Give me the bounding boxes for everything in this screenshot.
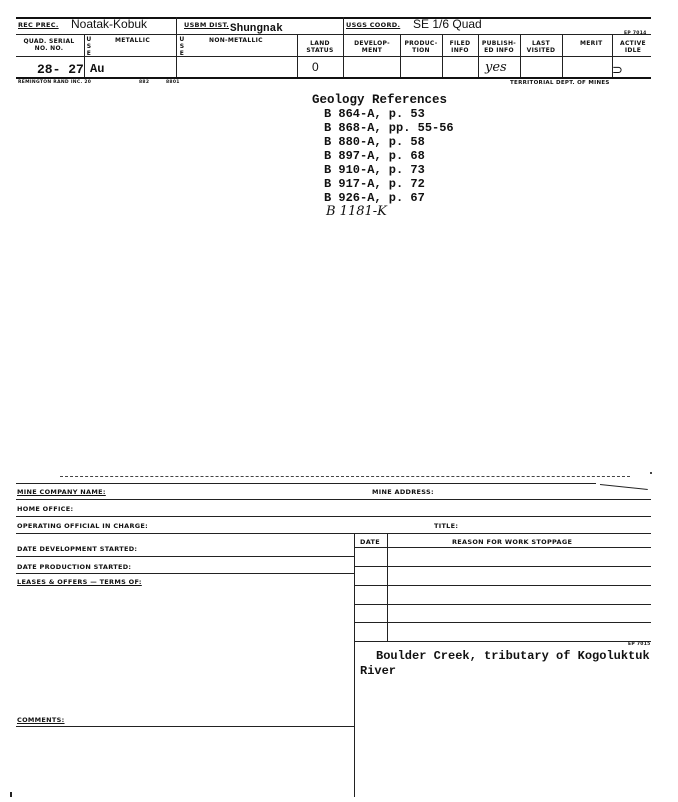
col-metallic: METALLIC — [115, 37, 151, 44]
line-after-dev — [16, 556, 354, 557]
reference-item: B 917-A, p. 72 — [324, 177, 425, 191]
reference-item: B 880-A, p. 58 — [324, 135, 425, 149]
usbm-dist-label: USBM DIST. — [184, 21, 230, 29]
rec-prec-value: Noatak-Kobuk — [71, 17, 148, 31]
printer-imprint: REMINGTON RAND INC. 20 — [18, 80, 92, 85]
vdiv-4 — [343, 17, 344, 77]
col-filed-info: FILED INFO — [449, 40, 471, 54]
row-quad-serial: 28- 27 — [37, 62, 84, 77]
col-active-idle: ACTIVE IDLE — [620, 40, 646, 54]
header-bottom-border — [16, 77, 651, 79]
vdiv-8 — [520, 34, 521, 77]
vdiv-2 — [176, 17, 177, 77]
reference-item: B 910-A, p. 73 — [324, 163, 425, 177]
row-active-idle: ⊃ — [612, 62, 623, 77]
line-after-company — [16, 499, 651, 500]
col-development: DEVELOP- MENT — [354, 40, 390, 54]
col-production: PRODUC- TION — [404, 40, 438, 54]
stoppage-left-border — [354, 533, 355, 797]
form-code-top: EP 7014 — [624, 31, 647, 36]
mine-company-name-label: MINE COMPANY NAME: — [17, 488, 106, 496]
stoppage-date-divider — [387, 533, 388, 641]
lower-top-line-curl — [600, 484, 648, 490]
vdiv-7 — [478, 34, 479, 77]
col-last-visited: LAST VISITED — [526, 40, 556, 54]
line-after-official — [16, 533, 651, 534]
date-production-label: DATE PRODUCTION STARTED: — [17, 563, 132, 571]
col-use-1: U S E — [86, 36, 92, 57]
reference-handwritten: B 1181-K — [326, 204, 387, 219]
rec-prec-label: REC PREC. — [18, 21, 59, 29]
header-line-1 — [16, 34, 651, 35]
lower-top-dashed-line — [60, 476, 630, 477]
title-label: TITLE: — [434, 522, 459, 530]
usgs-coord-label: USGS COORD. — [346, 21, 401, 29]
stoppage-row-line — [354, 547, 651, 548]
col-non-metallic: NON-METALLIC — [209, 37, 263, 44]
vdiv-3 — [297, 34, 298, 77]
usbm-dist-value: Shungnak — [230, 23, 283, 35]
operating-official-label: OPERATING OFFICIAL IN CHARGE: — [17, 522, 149, 530]
usgs-coord-value: SE 1/6 Quad — [413, 17, 482, 31]
home-office-label: HOME OFFICE: — [17, 505, 74, 513]
vdiv-9 — [562, 34, 563, 77]
row-published-info: yes — [485, 60, 507, 75]
col-land-status: LAND STATUS — [306, 40, 334, 54]
col-use-2: U S E — [179, 36, 185, 57]
references-title: Geology References — [312, 93, 448, 107]
printer-code-2: 8801 — [166, 80, 180, 85]
geology-references — [312, 93, 454, 219]
vdiv-5 — [400, 34, 401, 77]
line-after-home-office — [16, 516, 651, 517]
stoppage-row-line — [354, 622, 651, 623]
reference-item: B 864-A, p. 53 — [324, 107, 425, 121]
mine-address-label: MINE ADDRESS: — [372, 488, 434, 496]
stoppage-row-line — [354, 566, 651, 567]
printer-code-1: 882 — [139, 80, 150, 85]
date-development-label: DATE DEVELOPMENT STARTED: — [17, 545, 138, 553]
stoppage-row-line — [354, 604, 651, 605]
form-code-bottom: EP 7015 — [628, 642, 651, 647]
line-after-prod — [16, 573, 354, 574]
department-imprint: TERRITORIAL DEPT. OF MINES — [510, 80, 610, 86]
stoppage-date-header: DATE — [360, 538, 380, 546]
line-after-comments — [16, 726, 354, 727]
row-land-status: 0 — [312, 60, 319, 74]
reference-item: B 926-A, p. 67 — [324, 191, 425, 205]
col-merit: MERIT — [580, 40, 603, 47]
stoppage-reason-header: REASON FOR WORK STOPPAGE — [452, 538, 573, 546]
vdiv-6 — [442, 34, 443, 77]
col-quad-serial: QUAD. SERIAL NO. NO. — [23, 38, 75, 52]
vdiv-10 — [612, 34, 613, 77]
leases-offers-label: LEASES & OFFERS — TERMS OF: — [17, 578, 142, 586]
scan-speck — [10, 792, 12, 797]
comments-label: COMMENTS: — [17, 716, 65, 724]
scan-speck — [650, 472, 652, 474]
header-line-2 — [16, 56, 651, 57]
lower-top-line — [16, 483, 596, 484]
row-metallic: Au — [90, 62, 105, 76]
reference-item: B 868-A, pp. 55-56 — [324, 121, 454, 135]
col-published-info: PUBLISH- ED INFO — [481, 40, 517, 54]
location-note: Boulder Creek, tributary of Kogoluktuk River — [360, 649, 650, 678]
stoppage-row-line — [354, 641, 651, 642]
stoppage-row-line — [354, 585, 651, 586]
reference-item: B 897-A, p. 68 — [324, 149, 425, 163]
vdiv-1 — [84, 34, 85, 77]
